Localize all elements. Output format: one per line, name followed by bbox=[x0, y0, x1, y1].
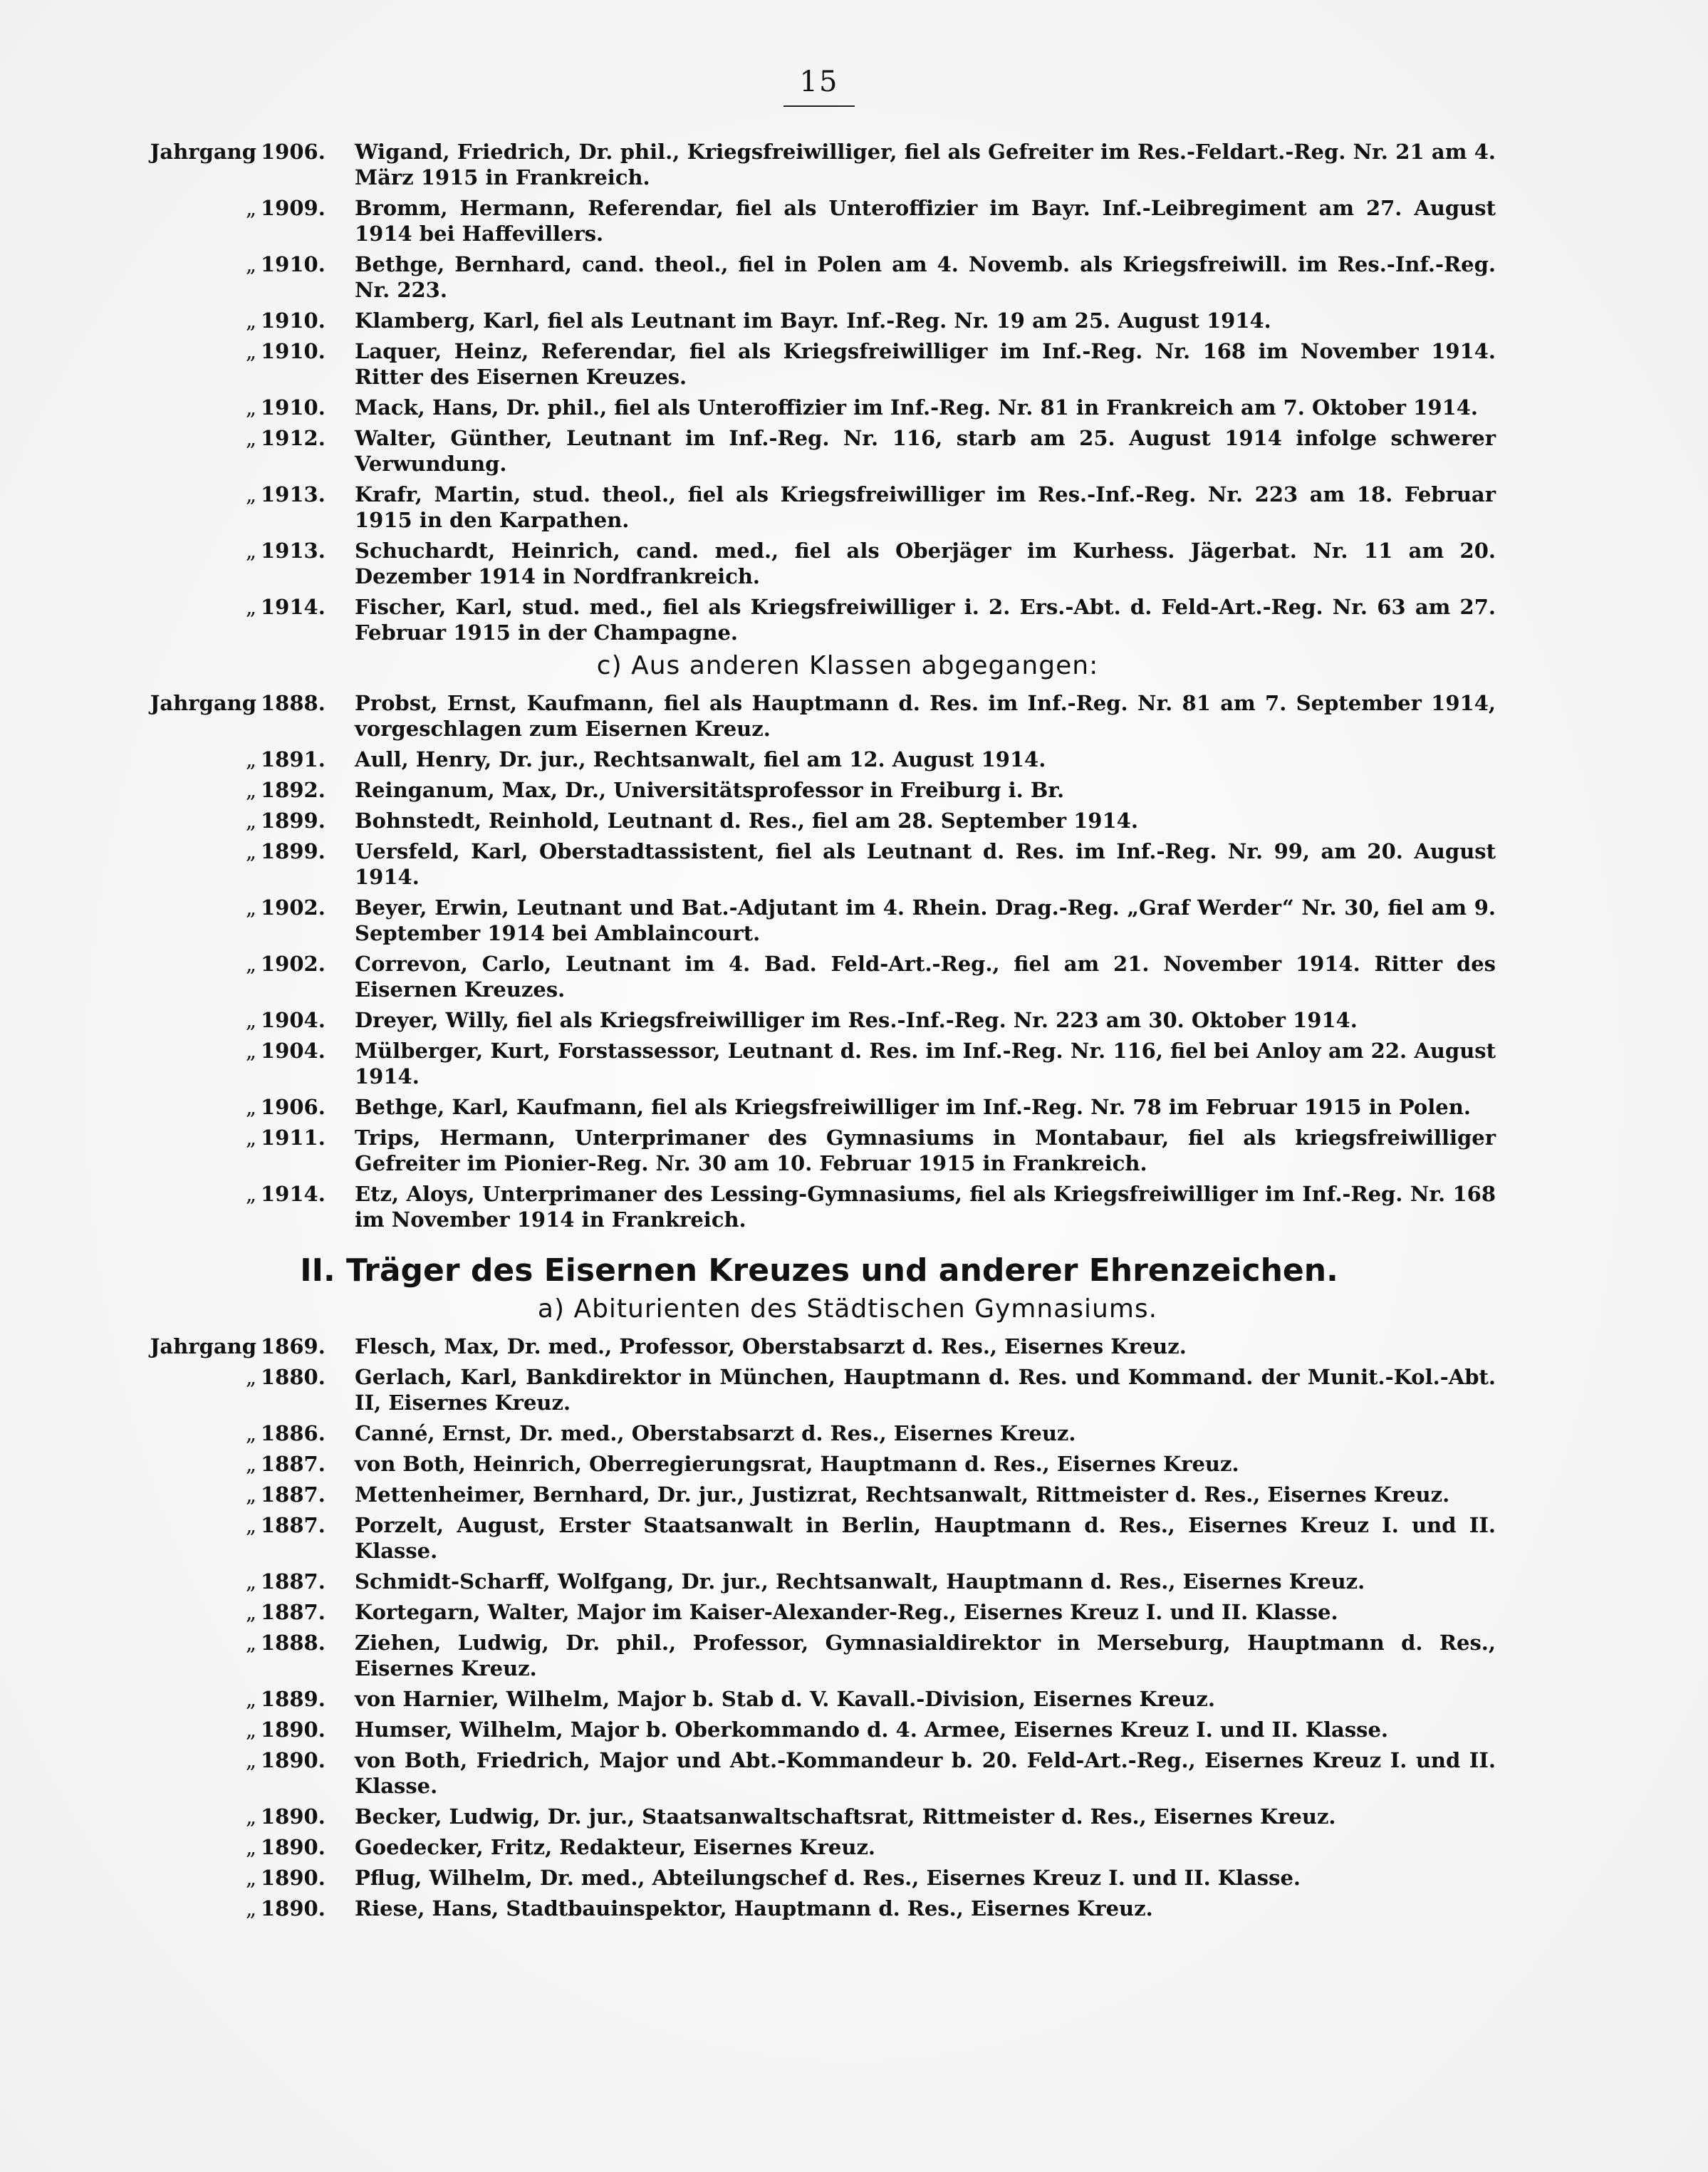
list-entry bbox=[142, 251, 1496, 303]
jahrgang-label: Jahrgang bbox=[150, 140, 256, 164]
entry-year: 1888. bbox=[261, 1631, 326, 1655]
entry-year: 1869. bbox=[261, 1334, 326, 1358]
entry-text: Bethge, Karl, Kaufmann, fiel als Kriegsfreiwilliger im Inf.-Reg. Nr. 78 im Februar 1915 in Polen. bbox=[355, 1095, 1471, 1119]
entry-year: 1902. bbox=[261, 952, 326, 976]
entry-year: 1880. bbox=[261, 1365, 326, 1389]
list-entry bbox=[142, 594, 1496, 645]
entry-year: 1890. bbox=[261, 1718, 326, 1742]
list-entry bbox=[142, 1420, 1496, 1446]
ditto-mark: „ bbox=[245, 1365, 256, 1389]
entry-year: 1910. bbox=[261, 339, 326, 363]
list-entry bbox=[142, 195, 1496, 246]
ditto-mark: „ bbox=[245, 1039, 256, 1063]
entry-year: 1904. bbox=[261, 1008, 326, 1032]
list-entry bbox=[142, 1007, 1496, 1033]
ditto-mark: „ bbox=[245, 196, 256, 220]
entry-year: 1891. bbox=[261, 747, 326, 771]
entry-text: Kortegarn, Walter, Major im Kaiser-Alexander-Reg., Eisernes Kreuz I. und II. Klasse. bbox=[355, 1600, 1338, 1624]
entry-text: Walter, Günther, Leutnant im Inf.-Reg. Nr. 116, starb am 25. August 1914 infolge schwerer Verwundung. bbox=[355, 426, 1496, 476]
entry-year: 1890. bbox=[261, 1896, 326, 1921]
list-entry bbox=[142, 690, 1496, 742]
entry-text: Bethge, Bernhard, cand. theol., fiel in Polen am 4. Novemb. als Kriegsfreiwill. im Res.-Inf.-Reg. Nr. 223. bbox=[355, 252, 1496, 302]
list-entry bbox=[142, 1364, 1496, 1415]
entry-text: Becker, Ludwig, Dr. jur., Staatsanwaltschaftsrat, Rittmeister d. Res., Eisernes Kreuz. bbox=[355, 1804, 1336, 1829]
ditto-mark: „ bbox=[245, 895, 256, 920]
list-entry bbox=[142, 1512, 1496, 1564]
section-heading-iron-cross: II. Träger des Eisernen Kreuzes und anderer Ehrenzeichen. bbox=[300, 1252, 1338, 1289]
ditto-mark: „ bbox=[245, 482, 256, 506]
ditto-mark: „ bbox=[245, 252, 256, 276]
ditto-mark: „ bbox=[245, 1513, 256, 1537]
ditto-mark: „ bbox=[245, 778, 256, 802]
entry-year: 1904. bbox=[261, 1039, 326, 1063]
entry-year: 1912. bbox=[261, 426, 326, 450]
entry-text: Aull, Henry, Dr. jur., Rechtsanwalt, fiel am 12. August 1914. bbox=[355, 747, 1046, 771]
ditto-mark: „ bbox=[245, 1835, 256, 1859]
list-entry bbox=[142, 1181, 1496, 1232]
ditto-mark: „ bbox=[245, 1718, 256, 1742]
entry-year: 1899. bbox=[261, 809, 326, 833]
entry-text: Etz, Aloys, Unterprimaner des Lessing-Gymnasiums, fiel als Kriegsfreiwilliger im Inf.-Reg. Nr. 168 im November 1914 in Frankreich. bbox=[355, 1182, 1496, 1232]
ditto-mark: „ bbox=[245, 1600, 256, 1624]
ditto-mark: „ bbox=[245, 339, 256, 363]
list-entry bbox=[142, 951, 1496, 1002]
ditto-mark: „ bbox=[245, 1008, 256, 1032]
ditto-mark: „ bbox=[245, 1866, 256, 1890]
list-entry bbox=[142, 1630, 1496, 1681]
ditto-mark: „ bbox=[245, 1421, 256, 1445]
entry-year: 1910. bbox=[261, 308, 326, 333]
fallen-list-graduates bbox=[142, 139, 1496, 645]
iron-cross-list bbox=[142, 1334, 1496, 1921]
list-entry bbox=[142, 1334, 1496, 1359]
entry-year: 1909. bbox=[261, 196, 326, 220]
entry-text: Schmidt-Scharff, Wolfgang, Dr. jur., Rechtsanwalt, Hauptmann d. Res., Eisernes Kreuz. bbox=[355, 1569, 1365, 1594]
entry-year: 1911. bbox=[261, 1126, 326, 1150]
entry-year: 1906. bbox=[261, 140, 326, 164]
entry-text: Mettenheimer, Bernhard, Dr. jur., Justizrat, Rechtsanwalt, Rittmeister d. Res., Eisernes Kreuz. bbox=[355, 1482, 1450, 1507]
entry-text: Schuchardt, Heinrich, cand. med., fiel als Oberjäger im Kurhess. Jägerbat. Nr. 11 am 20. Dezember 1914 in Nordfrankreich. bbox=[355, 539, 1496, 588]
entry-text: Klamberg, Karl, fiel als Leutnant im Bayr. Inf.-Reg. Nr. 19 am 25. August 1914. bbox=[355, 308, 1271, 333]
entry-year: 1889. bbox=[261, 1687, 326, 1711]
list-entry bbox=[142, 308, 1496, 333]
entry-text: Goedecker, Fritz, Redakteur, Eisernes Kreuz. bbox=[355, 1835, 876, 1859]
ditto-mark: „ bbox=[245, 809, 256, 833]
entry-year: 1892. bbox=[261, 778, 326, 802]
ditto-mark: „ bbox=[245, 595, 256, 619]
entry-year: 1913. bbox=[261, 539, 326, 563]
entry-text: Riese, Hans, Stadtbauinspektor, Hauptmann d. Res., Eisernes Kreuz. bbox=[355, 1896, 1153, 1921]
ditto-mark: „ bbox=[245, 395, 256, 420]
list-entry bbox=[142, 895, 1496, 946]
list-entry bbox=[142, 1569, 1496, 1594]
entry-text: Mack, Hans, Dr. phil., fiel als Unteroffizier im Inf.-Reg. Nr. 81 in Frankreich am 7. Oktober 1914. bbox=[355, 395, 1478, 420]
entry-year: 1910. bbox=[261, 395, 326, 420]
entry-year: 1914. bbox=[261, 595, 326, 619]
jahrgang-label: Jahrgang bbox=[150, 1334, 256, 1358]
list-entry bbox=[142, 1865, 1496, 1891]
entry-text: Ziehen, Ludwig, Dr. phil., Professor, Gymnasialdirektor in Merseburg, Hauptmann d. Res., Eisernes Kreuz. bbox=[355, 1631, 1496, 1680]
ditto-mark: „ bbox=[245, 1569, 256, 1594]
list-entry bbox=[142, 1482, 1496, 1507]
list-entry bbox=[142, 425, 1496, 477]
list-entry bbox=[142, 838, 1496, 890]
ditto-mark: „ bbox=[245, 1748, 256, 1772]
fallen-list-other-classes bbox=[142, 690, 1496, 1232]
list-entry bbox=[142, 1747, 1496, 1799]
list-entry bbox=[142, 1125, 1496, 1176]
ditto-mark: „ bbox=[245, 426, 256, 450]
list-entry bbox=[142, 1599, 1496, 1625]
entry-text: Flesch, Max, Dr. med., Professor, Oberstabsarzt d. Res., Eisernes Kreuz. bbox=[355, 1334, 1187, 1358]
entry-text: Porzelt, August, Erster Staatsanwalt in Berlin, Hauptmann d. Res., Eisernes Kreuz I. und II. Klasse. bbox=[355, 1513, 1496, 1563]
list-entry bbox=[142, 139, 1496, 190]
entry-text: Dreyer, Willy, fiel als Kriegsfreiwilliger im Res.-Inf.-Reg. Nr. 223 am 30. Oktober 1914. bbox=[355, 1008, 1358, 1032]
list-entry bbox=[142, 1038, 1496, 1089]
entry-year: 1899. bbox=[261, 839, 326, 863]
entry-text: Reinganum, Max, Dr., Universitätsprofessor in Freiburg i. Br. bbox=[355, 778, 1065, 802]
entry-text: Beyer, Erwin, Leutnant und Bat.-Adjutant im 4. Rhein. Drag.-Reg. „Graf Werder“ Nr. 30, fiel am 9. September 1914 bei Amblaincourt. bbox=[355, 895, 1496, 945]
entry-year: 1906. bbox=[261, 1095, 326, 1119]
entry-year: 1890. bbox=[261, 1748, 326, 1772]
list-entry bbox=[142, 482, 1496, 533]
subheading-other-classes: c) Aus anderen Klassen abgegangen: bbox=[596, 651, 1099, 680]
ditto-mark: „ bbox=[245, 1896, 256, 1921]
entry-year: 1887. bbox=[261, 1482, 326, 1507]
entry-year: 1910. bbox=[261, 252, 326, 276]
entry-text: Mülberger, Kurt, Forstassessor, Leutnant d. Res. im Inf.-Reg. Nr. 116, fiel bei Anloy am 22. August 1914. bbox=[355, 1039, 1496, 1088]
entry-year: 1890. bbox=[261, 1835, 326, 1859]
entry-year: 1890. bbox=[261, 1866, 326, 1890]
entry-text: Humser, Wilhelm, Major b. Oberkommando d. 4. Armee, Eisernes Kreuz I. und II. Klasse. bbox=[355, 1718, 1389, 1742]
entry-text: Uersfeld, Karl, Oberstadtassistent, fiel als Leutnant d. Res. im Inf.-Reg. Nr. 99, am 20. August 1914. bbox=[355, 839, 1496, 889]
entry-text: Bromm, Hermann, Referendar, fiel als Unteroffizier im Bayr. Inf.-Leibregiment am 27. August 1914 bei Haffevillers. bbox=[355, 196, 1496, 246]
entry-text: Laquer, Heinz, Referendar, fiel als Kriegsfreiwilliger im Inf.-Reg. Nr. 168 im November 1914. Ritter des Eisernen Kreuzes. bbox=[355, 339, 1496, 389]
entry-year: 1887. bbox=[261, 1513, 326, 1537]
ditto-mark: „ bbox=[245, 539, 256, 563]
entry-year: 1890. bbox=[261, 1804, 326, 1829]
list-entry bbox=[142, 1717, 1496, 1742]
entry-text: Bohnstedt, Reinhold, Leutnant d. Res., fiel am 28. September 1914. bbox=[355, 809, 1138, 833]
jahrgang-label: Jahrgang bbox=[150, 691, 256, 715]
list-entry bbox=[142, 1686, 1496, 1712]
entry-year: 1914. bbox=[261, 1182, 326, 1206]
list-entry bbox=[142, 1094, 1496, 1120]
ditto-mark: „ bbox=[245, 1182, 256, 1206]
entry-year: 1888. bbox=[261, 691, 326, 715]
entry-year: 1887. bbox=[261, 1569, 326, 1594]
entry-text: Correvon, Carlo, Leutnant im 4. Bad. Feld-Art.-Reg., fiel am 21. November 1914. Ritter des Eisernen Kreuzes. bbox=[355, 952, 1496, 1002]
entry-text: Trips, Hermann, Unterprimaner des Gymnasiums in Montabaur, fiel als kriegsfreiwilliger Gefreiter im Pionier-Reg. Nr. 30 am 10. Februar 1915 in Frankreich. bbox=[355, 1126, 1496, 1175]
entry-text: von Both, Heinrich, Oberregierungsrat, Hauptmann d. Res., Eisernes Kreuz. bbox=[355, 1452, 1239, 1476]
ditto-mark: „ bbox=[245, 1631, 256, 1655]
ditto-mark: „ bbox=[245, 747, 256, 771]
list-entry bbox=[142, 538, 1496, 589]
ditto-mark: „ bbox=[245, 1126, 256, 1150]
list-entry bbox=[142, 777, 1496, 803]
ditto-mark: „ bbox=[245, 1687, 256, 1711]
entry-year: 1913. bbox=[261, 482, 326, 506]
entry-year: 1887. bbox=[261, 1600, 326, 1624]
entry-text: Canné, Ernst, Dr. med., Oberstabsarzt d. Res., Eisernes Kreuz. bbox=[355, 1421, 1076, 1445]
list-entry bbox=[142, 395, 1496, 420]
ditto-mark: „ bbox=[245, 952, 256, 976]
ditto-mark: „ bbox=[245, 1452, 256, 1476]
entry-year: 1887. bbox=[261, 1452, 326, 1476]
list-entry bbox=[142, 1896, 1496, 1921]
list-entry bbox=[142, 1804, 1496, 1829]
ditto-mark: „ bbox=[245, 1482, 256, 1507]
list-entry bbox=[142, 808, 1496, 833]
list-entry bbox=[142, 747, 1496, 772]
ditto-mark: „ bbox=[245, 839, 256, 863]
entry-text: Krafr, Martin, stud. theol., fiel als Kriegsfreiwilliger im Res.-Inf.-Reg. Nr. 223 am 18. Februar 1915 in den Karpathen. bbox=[355, 482, 1496, 532]
entry-year: 1886. bbox=[261, 1421, 326, 1445]
list-entry bbox=[142, 338, 1496, 390]
entry-text: Probst, Ernst, Kaufmann, fiel als Hauptmann d. Res. im Inf.-Reg. Nr. 81 am 7. September 1914, vorgeschlagen zum Eisernen Kreuz. bbox=[355, 691, 1496, 741]
ditto-mark: „ bbox=[245, 1095, 256, 1119]
list-entry bbox=[142, 1451, 1496, 1477]
ditto-mark: „ bbox=[245, 308, 256, 333]
ditto-mark: „ bbox=[245, 1804, 256, 1829]
entry-text: Fischer, Karl, stud. med., fiel als Kriegsfreiwilliger i. 2. Ers.-Abt. d. Feld-Art.-Reg. Nr. 63 am 27. Februar 1915 in der Champagne. bbox=[355, 595, 1496, 645]
entry-year: 1902. bbox=[261, 895, 326, 920]
page-number: 15 bbox=[799, 66, 839, 98]
page-number-rule bbox=[783, 105, 855, 107]
entry-text: Gerlach, Karl, Bankdirektor in München, Hauptmann d. Res. und Kommand. der Munit.-Kol.-Abt. II, Eisernes Kreuz. bbox=[355, 1365, 1496, 1415]
entry-text: von Both, Friedrich, Major und Abt.-Kommandeur b. 20. Feld-Art.-Reg., Eisernes Kreuz I. und II. Klasse. bbox=[355, 1748, 1496, 1798]
entry-text: Wigand, Friedrich, Dr. phil., Kriegsfreiwilliger, fiel als Gefreiter im Res.-Feldart.-Reg. Nr. 21 am 4. März 1915 in Frankreich. bbox=[355, 140, 1496, 189]
list-entry bbox=[142, 1834, 1496, 1860]
entry-text: von Harnier, Wilhelm, Major b. Stab d. V. Kavall.-Division, Eisernes Kreuz. bbox=[355, 1687, 1215, 1711]
subheading-graduates: a) Abiturienten des Städtischen Gymnasiums. bbox=[537, 1294, 1158, 1324]
entry-text: Pflug, Wilhelm, Dr. med., Abteilungschef d. Res., Eisernes Kreuz I. und II. Klasse. bbox=[355, 1866, 1301, 1890]
page-content bbox=[142, 139, 1496, 1926]
